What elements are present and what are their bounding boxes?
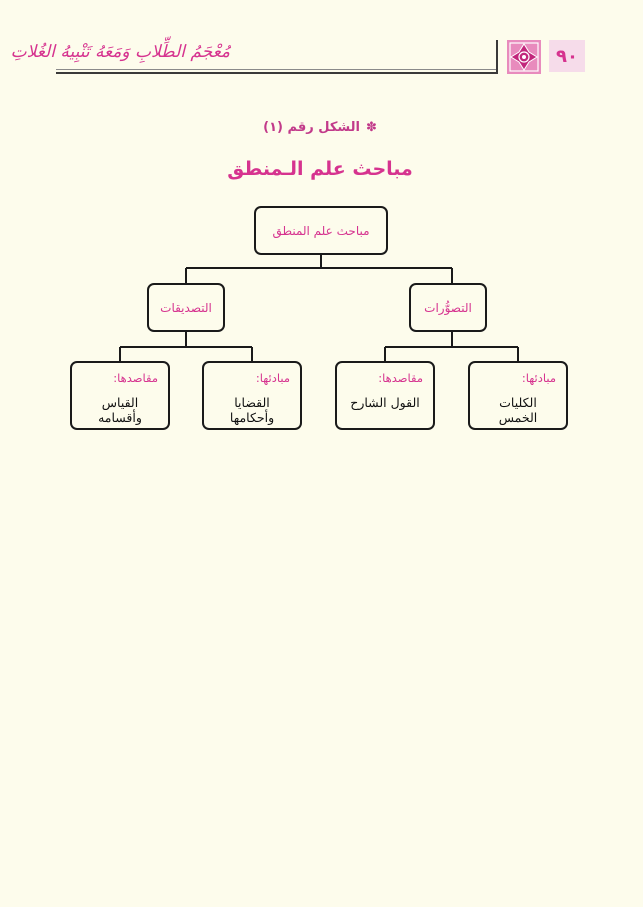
leaf-heading: مبادئها:	[255, 371, 290, 385]
node-tasdiqat-label: التصديقات	[160, 300, 212, 315]
leaf-heading: مبادئها:	[521, 371, 556, 385]
leaf-tasawwurat-aims	[335, 361, 435, 430]
leaf-body: القول الشارح	[350, 395, 420, 410]
leaf-tasdiqat-principles	[202, 361, 302, 430]
node-root-label: مباحث علم المنطق	[272, 223, 370, 238]
leaf-tasawwurat-principles	[468, 361, 568, 430]
book-title: مُعْجَمُ الطِّلابِ وَمَعَهُ تَنْبِيهُ الغُلاتِ	[10, 42, 230, 62]
figure-label-text: الشكل رقم (١)	[263, 120, 360, 135]
node-tasdiqat	[147, 283, 225, 332]
flower-bullet-icon: ✽	[365, 120, 377, 135]
page-number: ٩٠	[556, 45, 578, 67]
leaf-body: القضايا وأحكامها	[229, 395, 275, 425]
leaf-body: الكليات الخمس	[498, 395, 538, 425]
node-root	[254, 206, 388, 255]
node-tasawwurat	[409, 283, 487, 332]
leaf-tasdiqat-aims	[70, 361, 170, 430]
leaf-heading: مقاصدها:	[378, 371, 423, 385]
leaf-body: القياس وأقسامه	[98, 395, 142, 425]
node-tasawwurat-label: التصوُّرات	[424, 300, 472, 315]
leaf-heading: مقاصدها:	[113, 371, 158, 385]
diagram-title: مباحث علم الـمنطق	[227, 158, 413, 180]
